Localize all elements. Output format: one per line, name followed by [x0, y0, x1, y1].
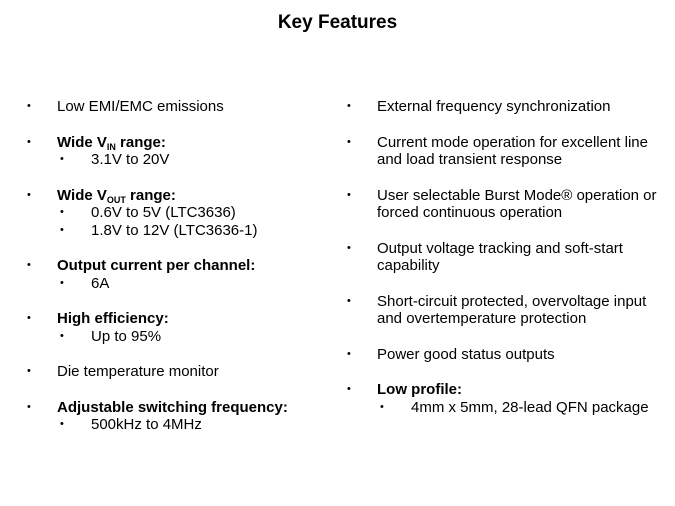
feature-text: User selectable Burst Mode® operation or forced continuous operation — [377, 186, 657, 221]
feature-item — [25, 187, 340, 240]
bullet-icon: • — [27, 400, 31, 413]
slide-title: Key Features — [277, 12, 398, 33]
feature-text: Output voltage tracking and soft-start capability — [377, 239, 623, 274]
feature-item — [25, 363, 340, 381]
bullet-icon: • — [60, 223, 64, 236]
sub-item — [57, 222, 340, 240]
feature-text: Die temperature monitor — [57, 363, 219, 380]
bullet-icon: • — [27, 188, 31, 201]
sub-item — [57, 328, 340, 346]
bullet-icon: • — [60, 418, 64, 430]
sub-item-text: 6A — [91, 274, 110, 292]
feature-item — [25, 310, 340, 345]
feature-item — [345, 187, 665, 222]
bullet-icon: • — [27, 135, 31, 148]
sub-item-text: 3.1V to 20V — [91, 151, 170, 168]
feature-text-part: range: — [125, 186, 176, 204]
sub-item-text: 500kHz to 4MHz — [91, 416, 202, 433]
bullet-icon: • — [347, 347, 351, 360]
feature-subscript: OUT — [106, 194, 126, 205]
feature-item — [25, 134, 340, 169]
feature-subscript: IN — [106, 141, 116, 152]
feature-item — [25, 399, 340, 434]
feature-item — [345, 98, 665, 116]
feature-text: High efficiency: — [57, 310, 169, 327]
feature-item — [345, 240, 665, 275]
feature-item — [25, 257, 340, 292]
bullet-icon: • — [27, 100, 31, 112]
feature-item — [345, 346, 665, 364]
sub-item — [57, 416, 340, 434]
sub-item-text: 0.6V to 5V (LTC3636) — [91, 204, 236, 221]
bullet-icon: • — [347, 188, 351, 201]
feature-text — [57, 134, 340, 152]
feature-text-part: Wide V — [57, 186, 107, 204]
feature-text — [57, 187, 340, 205]
bullet-icon: • — [60, 329, 64, 342]
feature-text: Power good status outputs — [377, 345, 555, 363]
bullet-icon: • — [347, 383, 351, 395]
bullet-icon: • — [380, 400, 384, 413]
bullet-icon: • — [27, 365, 31, 377]
sub-item — [57, 204, 340, 222]
feature-item — [345, 134, 665, 169]
sub-item — [57, 275, 340, 293]
bullet-icon: • — [347, 135, 351, 148]
bullet-icon: • — [347, 294, 351, 307]
feature-item — [25, 98, 340, 116]
feature-item — [345, 293, 665, 328]
sub-item — [377, 399, 665, 417]
bullet-icon: • — [347, 241, 351, 254]
feature-text: External frequency synchronization — [377, 98, 611, 115]
bullet-icon: • — [60, 276, 64, 289]
feature-text: Low profile: — [377, 381, 462, 398]
bullet-icon: • — [27, 259, 31, 271]
feature-text: Low EMI/EMC emissions — [57, 98, 224, 115]
sub-item-text: Up to 95% — [91, 327, 162, 345]
feature-text: Adjustable switching frequency: — [57, 398, 288, 416]
feature-text-part: Wide V — [57, 133, 107, 151]
bullet-icon: • — [27, 312, 31, 324]
left-feature-list — [25, 98, 340, 452]
feature-text: Output current per channel: — [57, 257, 256, 274]
sub-item-text: 1.8V to 12V (LTC3636-1) — [91, 221, 258, 239]
sub-item — [57, 151, 340, 169]
bullet-icon: • — [347, 100, 351, 112]
feature-text-part: range: — [115, 133, 166, 151]
sub-item-text: 4mm x 5mm, 28-lead QFN package — [411, 398, 649, 416]
bullet-icon: • — [60, 206, 64, 218]
right-feature-list — [345, 98, 665, 434]
feature-text: Current mode operation for excellent line and load transient response — [377, 133, 648, 168]
bullet-icon: • — [60, 153, 64, 165]
feature-item — [345, 381, 665, 416]
feature-text: Short-circuit protected, overvoltage input and overtemperature protection — [377, 292, 647, 327]
